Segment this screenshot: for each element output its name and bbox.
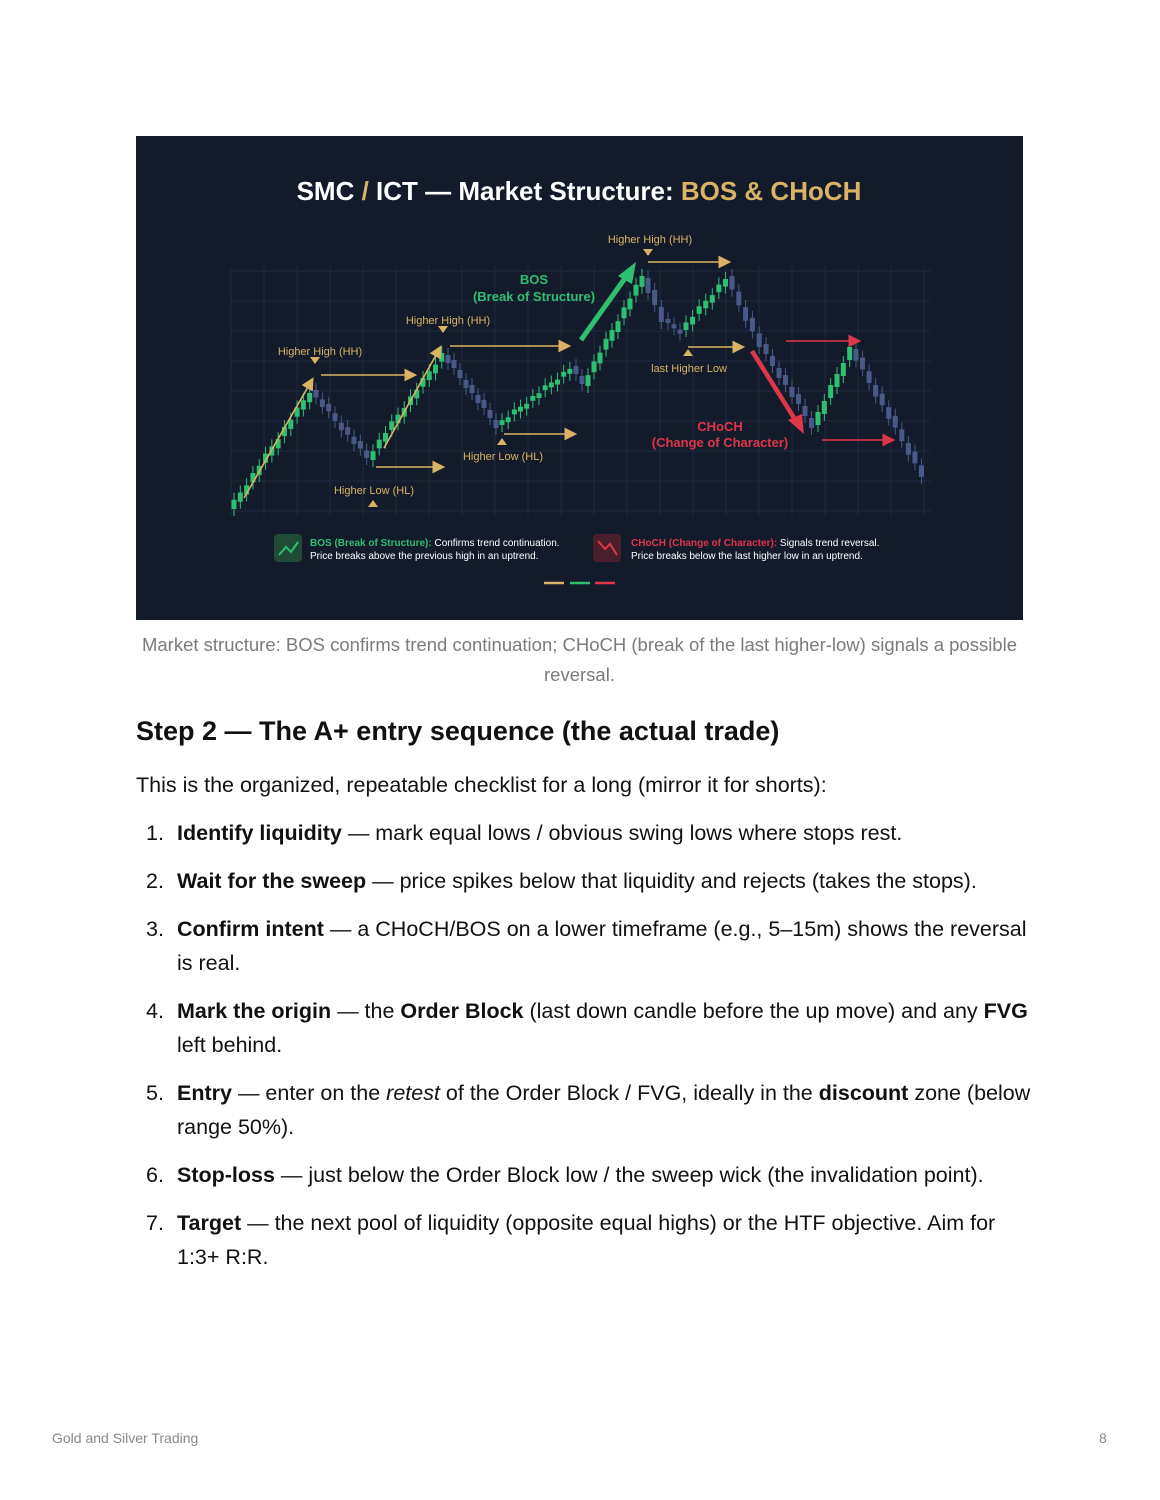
candle-body bbox=[723, 279, 728, 287]
candle-body bbox=[750, 318, 755, 332]
candle-body bbox=[476, 395, 481, 403]
candle-body bbox=[628, 299, 633, 310]
candle-body bbox=[690, 317, 695, 325]
candle-body bbox=[666, 319, 671, 323]
candle-body bbox=[893, 416, 898, 428]
svg-text:Price breaks below the last hi: Price breaks below the last higher low in an uptrend. bbox=[631, 551, 863, 562]
legend-bos bbox=[274, 534, 560, 562]
candle-body bbox=[452, 360, 457, 368]
candle-body bbox=[555, 380, 560, 385]
candle-body bbox=[822, 401, 827, 414]
candle-body bbox=[482, 400, 487, 408]
bos-arrow bbox=[581, 274, 628, 340]
candle-body bbox=[592, 361, 597, 372]
candle-body bbox=[543, 385, 548, 390]
label-bos: BOS bbox=[519, 272, 549, 287]
candle-body bbox=[919, 465, 924, 477]
candle-body bbox=[530, 396, 535, 401]
candle-body bbox=[860, 358, 865, 370]
candle-body bbox=[301, 400, 306, 409]
candle-body bbox=[764, 344, 769, 354]
candle-body bbox=[697, 306, 702, 314]
list-item: 4. Mark the origin — the Order Block (last down candle before the up move) and any FVG left behind. bbox=[146, 999, 1028, 1057]
candle-body bbox=[518, 407, 523, 412]
candle-body bbox=[816, 412, 821, 425]
candle-body bbox=[364, 451, 369, 458]
candle-body bbox=[867, 371, 872, 383]
label-choch-sub: (Change of Character) bbox=[651, 435, 789, 450]
candle-body bbox=[678, 330, 683, 334]
choch-arrowhead bbox=[788, 414, 804, 434]
candle-body bbox=[232, 500, 237, 509]
label-choch: CHoCH bbox=[697, 419, 743, 434]
candle-body bbox=[783, 375, 788, 385]
candle-body bbox=[377, 440, 382, 449]
candle-body bbox=[427, 371, 432, 380]
candle-body bbox=[512, 410, 517, 415]
candle-body bbox=[880, 394, 885, 406]
legend-choch bbox=[593, 534, 879, 562]
list-item: 5. Entry — enter on the retest of the Order Block / FVG, ideally in the discount zone (below range 50%). bbox=[146, 1081, 1031, 1139]
candle-body bbox=[841, 363, 846, 376]
candle-body bbox=[803, 406, 808, 416]
candle-body bbox=[458, 370, 463, 378]
candle-body bbox=[743, 307, 748, 321]
label-higher-low-1: Higher Low (HL) bbox=[333, 485, 415, 497]
candle-body bbox=[809, 418, 814, 428]
candle-body bbox=[333, 413, 338, 420]
candle-body bbox=[524, 404, 529, 409]
candle-body bbox=[634, 285, 639, 296]
candle-body bbox=[339, 423, 344, 430]
label-higher-high-2: Higher High (HH) bbox=[405, 315, 491, 327]
label-bos-sub: (Break of Structure) bbox=[472, 289, 596, 304]
candle-body bbox=[828, 385, 833, 398]
footer-page-number: 8 bbox=[1099, 1430, 1107, 1446]
candle-body bbox=[646, 278, 651, 293]
list-item: 6. Stop-loss — just below the Order Block low / the sweep wick (the invalidation point). bbox=[146, 1163, 984, 1187]
candle-body bbox=[320, 399, 325, 406]
candle-body bbox=[488, 410, 493, 418]
candle-body bbox=[899, 429, 904, 441]
list-item: 3. Confirm intent — a CHoCH/BOS on a lower timeframe (e.g., 5–15m) shows the reversal is real. bbox=[146, 917, 1027, 975]
candle-body bbox=[622, 307, 627, 318]
svg-text:BOS (Break of Structure): Conf: BOS (Break of Structure): Confirms trend continuation. bbox=[310, 538, 560, 549]
candle-body bbox=[537, 393, 542, 398]
candle-body bbox=[307, 393, 312, 402]
figure-title: SMC / ICT — Market Structure: BOS & CHoCH bbox=[296, 176, 862, 206]
candle-body bbox=[847, 347, 852, 360]
candle-body bbox=[358, 441, 363, 448]
intro-text: This is the organized, repeatable checklist for a long (mirror it for shorts): bbox=[136, 773, 827, 797]
candle-body bbox=[506, 417, 511, 422]
list-item: 7. Target — the next pool of liquidity (opposite equal highs) or the HTF objective. Aim for 1:3+ R:R. bbox=[146, 1211, 996, 1269]
section-heading: Step 2 — The A+ entry sequence (the actual trade) bbox=[136, 716, 780, 746]
candle-body bbox=[710, 295, 715, 303]
candle-body bbox=[777, 368, 782, 378]
list-item: 1. Identify liquidity — mark equal lows / obvious swing lows where stops rest. bbox=[146, 821, 903, 845]
candle-body bbox=[906, 443, 911, 455]
market-structure-figure bbox=[136, 136, 1023, 620]
candle-body bbox=[567, 369, 572, 374]
footer-document-title: Gold and Silver Trading bbox=[52, 1430, 199, 1446]
candle-body bbox=[703, 301, 708, 309]
candle-body bbox=[326, 404, 331, 411]
candle-body bbox=[574, 366, 579, 374]
candle-body bbox=[873, 385, 878, 397]
candle-body bbox=[314, 390, 319, 397]
label-last-higher-low: last Higher Low bbox=[651, 363, 727, 375]
candle-body bbox=[561, 372, 566, 377]
entry-checklist bbox=[136, 816, 1036, 1288]
candle-body bbox=[790, 387, 795, 397]
candle-body bbox=[580, 376, 585, 384]
candle-body bbox=[371, 451, 376, 460]
label-higher-high-3: Higher High (HH) bbox=[607, 234, 693, 246]
figure-caption: Market structure: BOS confirms trend continuation; CHoCH (break of the last higher-low) signals a possible reversal. bbox=[141, 634, 1017, 685]
candle-body bbox=[736, 292, 741, 306]
candle-body bbox=[549, 383, 554, 388]
candle-body bbox=[439, 353, 444, 362]
candle-body bbox=[470, 385, 475, 393]
candle-body bbox=[835, 374, 840, 387]
candle-body bbox=[854, 349, 859, 361]
candle-body bbox=[640, 276, 645, 287]
candle-body bbox=[389, 421, 394, 430]
candle-body bbox=[238, 493, 243, 502]
candle-body bbox=[500, 420, 505, 425]
candle-body bbox=[684, 322, 689, 330]
market-structure-illustration bbox=[136, 136, 1023, 620]
candle-body bbox=[912, 452, 917, 464]
candle-body bbox=[433, 365, 438, 374]
candle-body bbox=[610, 330, 615, 341]
candle-body bbox=[446, 355, 451, 363]
svg-text:CHoCH (Change of Character): S: CHoCH (Change of Character): Signals trend reversal. bbox=[631, 538, 880, 549]
candle-body bbox=[886, 407, 891, 419]
candle-body bbox=[616, 321, 621, 332]
candle-body bbox=[598, 353, 603, 364]
candle-body bbox=[770, 356, 775, 366]
candle-body bbox=[383, 433, 388, 442]
candle-body bbox=[796, 394, 801, 404]
candle-body bbox=[464, 380, 469, 388]
candle-body bbox=[586, 375, 591, 386]
label-higher-low-2: Higher Low (HL) bbox=[462, 451, 544, 463]
candle-body bbox=[352, 437, 357, 444]
candle-body bbox=[604, 339, 609, 350]
label-higher-high-1: Higher High (HH) bbox=[277, 346, 363, 358]
candlestick-series bbox=[232, 269, 924, 516]
candle-body bbox=[716, 285, 721, 293]
candle-body bbox=[672, 324, 677, 328]
candle-body bbox=[345, 427, 350, 434]
candle-body bbox=[757, 333, 762, 347]
list-item: 2. Wait for the sweep — price spikes below that liquidity and rejects (takes the stops). bbox=[146, 869, 977, 893]
candle-body bbox=[494, 420, 499, 428]
candle-body bbox=[730, 276, 735, 290]
svg-text:Price breaks above the previou: Price breaks above the previous high in an uptrend. bbox=[310, 551, 539, 562]
candle-body bbox=[652, 290, 657, 305]
candle-body bbox=[659, 307, 664, 322]
